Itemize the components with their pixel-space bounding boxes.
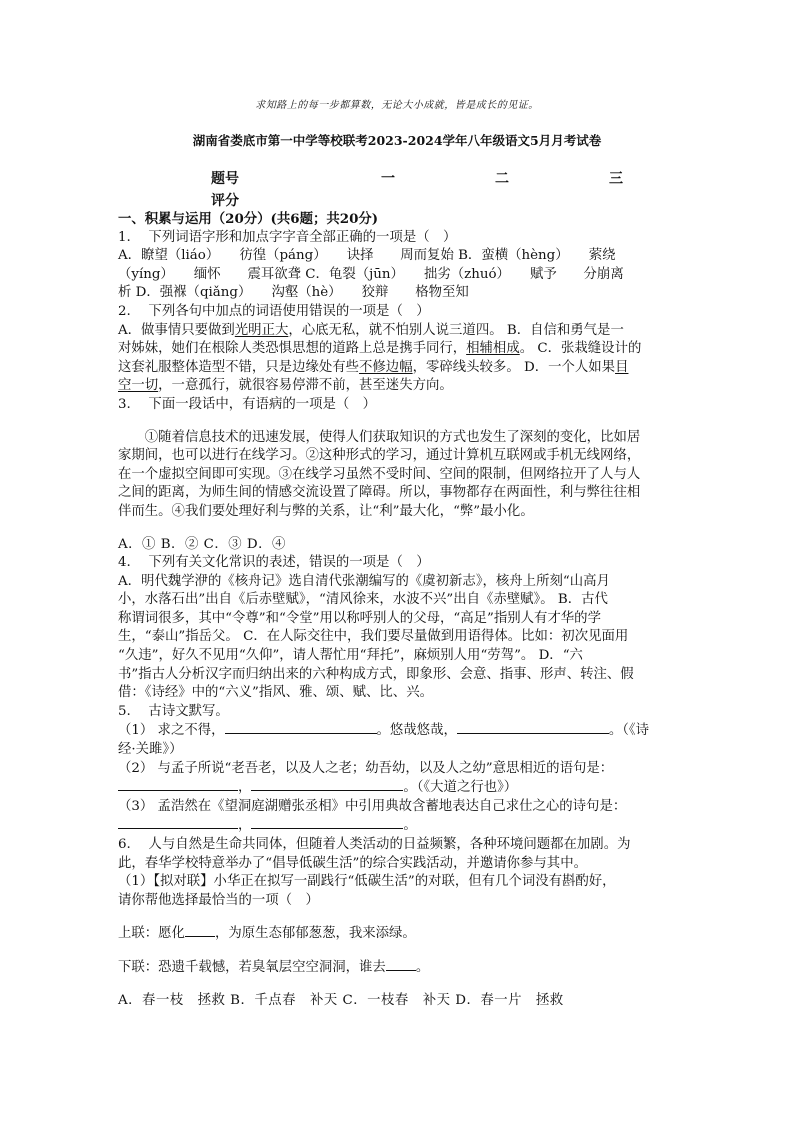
question-3-passage: 之间的距离，为师生间的情感交流设置了障碍。所以，事物都存在两面性，利与弊往往相 — [118, 485, 641, 501]
text-run: 上联：愿化 — [118, 926, 185, 942]
answer-blank[interactable] — [386, 958, 416, 971]
question-4-line: 生，“泰山”指岳父。 C．在人际交往中，我们要尽量做到用语得体。比如：初次见面用 — [118, 629, 629, 645]
question-1-options-line: 析 D．强褓（qiǎng） 沟壑（hè） 狡辩 格物至知 — [118, 285, 469, 301]
underlined-term: 空一切 — [118, 378, 159, 394]
answer-blank[interactable] — [251, 778, 403, 791]
answer-blank[interactable] — [118, 778, 238, 791]
question-4-line: 借：《诗经》中的“六义”指风、雅、颂、赋、比、兴。 — [118, 685, 433, 701]
score-table-col-1: 一 — [381, 171, 395, 187]
question-5-item-1 — [118, 721, 678, 741]
section-heading: 一、积累与运用（20分）(共6题；共20分) — [118, 211, 379, 227]
question-5-item-2: （2） 与孟子所说“老吾老，以及人之老；幼吾幼，以及人之幼”意思相近的语句是： — [118, 760, 614, 776]
header-motto: 求知路上的每一步都算数，无论大小成就，皆是成长的见证。 — [255, 100, 539, 111]
score-table-score-row — [211, 190, 651, 212]
text-run: 。（《大道之行也》） — [403, 780, 518, 796]
question-3-passage: ①随着信息技术的迅速发展，使得人们获取知识的方式也发生了深刻的变化，比如居 — [144, 429, 641, 445]
answer-blank[interactable] — [457, 721, 609, 734]
question-2-stem: 2. 下列各句中加点的词语使用错误的一项是（ ） — [118, 303, 430, 319]
text-run: ，零碎线头较多。 D．一个人如果 — [412, 359, 616, 375]
answer-blank[interactable] — [251, 816, 403, 829]
question-5-item-1-cont: 经·关雎》） — [118, 742, 183, 758]
text-run: 对姊妹，她们在根除人类恐惧思想的道路上总是携手同行， — [118, 341, 467, 357]
underlined-term: 目 — [615, 359, 629, 375]
question-1-stem: 1. 下列词语字形和加点字字音全部正确的一项是（ ） — [118, 229, 457, 245]
question-2-option-line — [118, 359, 678, 378]
text-run: 下联：恐遗千载憾，若臭氧层空空洞洞，谁去 — [118, 959, 386, 975]
score-table-score-label: 评分 — [211, 193, 239, 209]
text-run: ，一意孤行，就很容易停滞不前，甚至迷失方向。 — [158, 378, 453, 394]
question-3-passage: 家期间，也可以进行在线学习。②这种形式的学习，通过计算机互联网或手机无线网络， — [118, 448, 641, 464]
question-2-option-line — [118, 377, 678, 396]
question-4-line: A．明代魏学洢的《核舟记》选自清代张潮编写的《虞初新志》，核舟上所刻“山高月 — [118, 573, 610, 589]
text-run: 。 — [403, 818, 417, 834]
text-run: 。 — [415, 959, 430, 975]
question-2-option-line — [118, 340, 678, 359]
question-3-choices: A．① B．② C．③ D．④ — [118, 536, 286, 552]
text-run: 。（《诗 — [608, 723, 650, 739]
text-run: （1） 求之不得， — [118, 723, 225, 739]
score-table-col-2: 二 — [495, 171, 509, 187]
question-5-item-3: （3） 孟浩然在《望洞庭湖赠张丞相》中引用典故含蓄地表达自己求仕之心的诗句是： — [118, 798, 627, 814]
text-run: 。悠哉悠哉， — [376, 723, 457, 739]
question-4-line: “久违”，好久不见用“久仰”，请人帮忙用“拜托”，麻烦别人用“劳驾”。 D．“六 — [118, 648, 583, 664]
score-table-col-3: 三 — [609, 171, 623, 187]
question-1-options-line: （yíng） 缅怀 震耳欲聋 C．龟裂（jūn） 拙劣（zhuó） 赋予 分崩离 — [118, 266, 624, 282]
underlined-term: 不修边幅 — [359, 359, 413, 375]
question-4-stem: 4. 下列有关文化常识的表述，错误的一项是（ ） — [118, 555, 430, 571]
text-run: ，心底无私，就不怕别人说三道四。 B．自信和勇气是一 — [288, 322, 624, 338]
question-6-choices: A．春一枝 拯救 B．千点春 补天 C．一枝春 补天 D．春一片 拯救 — [118, 992, 564, 1008]
score-table-header-row — [211, 168, 651, 190]
question-1-options-line: A．瞭望（liáo） 彷徨（páng） 诀择 周而复始 B．蛮横（hèng） 萦绕 — [118, 248, 616, 264]
question-5-stem: 5. 古诗文默写。 — [118, 703, 229, 719]
text-run: ， — [238, 780, 252, 796]
question-5-item-3-blanks — [118, 816, 678, 836]
question-6-sub-1: （1）【拟对联】小华正在拟写一副践行“低碳生活”的对联，但有几个词没有斟酌好， — [118, 874, 616, 890]
exam-content — [118, 210, 678, 1010]
question-4-line: 书”指古人分析汉字而归纳出来的六种构成方式，即象形、会意、指事、形声、转注、假 — [118, 666, 634, 682]
text-run: A．做事情只要做到 — [118, 322, 235, 338]
exam-title: 湖南省娄底市第一中学等校联考2023-2024学年八年级语文5月月考试卷 — [192, 133, 602, 148]
underlined-term: 相辅相成 — [466, 341, 520, 357]
score-table — [211, 168, 651, 212]
couplet-lower — [118, 958, 678, 978]
question-3-passage: 在一个虚拟空间即可实现。③在线学习虽然不受时间、空间的限制，但网络拉开了人与人 — [118, 466, 641, 482]
question-6-stem: 此，春华学校特意举办了“倡导低碳生活”的综合实践活动，并邀请你参与其中。 — [118, 855, 587, 871]
question-6-stem: 6. 人与自然是生命共同体，但随着人类活动的日益频繁，各种环境问题都在加剧。为 — [118, 837, 631, 852]
question-2-option-line — [118, 322, 678, 341]
text-run: ， — [238, 818, 252, 834]
question-5-item-2-blanks — [118, 778, 678, 798]
score-table-header-label: 题号 — [211, 171, 239, 187]
question-4-line: 称谓词很多，其中“令尊”和“令堂”用以称呼别人的父母，“高足”指别人有才华的学 — [118, 610, 601, 626]
question-4-line: 小，水落石出”出自《后赤壁赋》，“清风徐来，水波不兴”出自《赤壁赋》。 B．古代 — [118, 592, 608, 608]
question-6-sub-1: 请你帮他选择最恰当的一项（ ） — [118, 892, 319, 908]
question-3-stem: 3. 下面一段话中，有语病的一项是（ ） — [118, 396, 377, 412]
text-run: ，为原生态郁郁葱葱，我来添绿。 — [214, 926, 416, 942]
question-3-passage: 伴而生。④我们要处理好利与弊的关系，让“利”最大化，“弊”最小化。 — [118, 503, 534, 519]
text-run: 。 C．张栽缝设计的 — [519, 341, 642, 357]
text-run: 这套礼服整体造型不错，只是边缘处有些 — [118, 359, 360, 375]
answer-blank[interactable] — [185, 924, 215, 937]
underlined-term: 光明正大 — [234, 322, 289, 338]
answer-blank[interactable] — [225, 721, 377, 734]
couplet-upper — [118, 924, 678, 944]
answer-blank[interactable] — [118, 816, 238, 829]
